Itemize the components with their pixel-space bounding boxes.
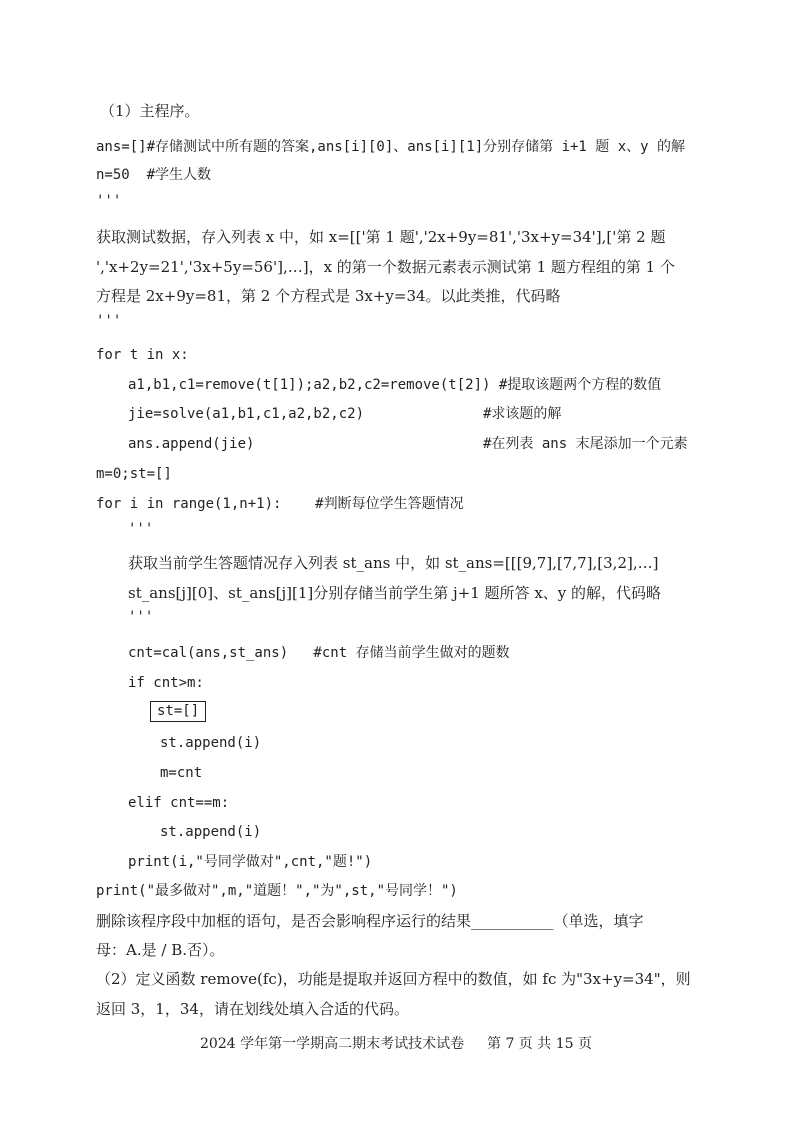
code-line-append-jie: ans.append(jie) <box>128 436 255 452</box>
footer-page-info: 第 7 页 共 15 页 <box>487 1036 592 1052</box>
code-line-for-i: for i in range(1,n+1): #判断每位学生答题情况 <box>96 496 464 512</box>
docstring-close-2: ''' <box>128 609 154 625</box>
code-line-remove-calls: a1,b1,c1=remove(t[1]);a2,b2,c2=remove(t[2]) #提取该题两个方程的数值 <box>128 377 662 393</box>
docstring-open-2: ''' <box>128 521 154 537</box>
code-line-st-append-2: st.append(i) <box>160 824 262 840</box>
comment-text-line-4: 获取当前学生答题情况存入列表 st_ans 中，如 st_ans=[[[9,7],[7,7],[3,2],…] <box>128 554 659 572</box>
code-line-cnt-cal: cnt=cal(ans,st_ans) #cnt 存储当前学生做对的题数 <box>128 645 510 661</box>
code-line-print-max: print("最多做对",m,"道题！","为",st,"号同学！") <box>96 883 458 899</box>
question-2-line-1: （2）定义函数 remove(fc)，功能是提取并返回方程中的数值，如 fc 为"3x+y=34"，则 <box>96 970 691 988</box>
docstring-close: ''' <box>96 313 122 329</box>
comment-text-line-5: st_ans[j][0]、st_ans[j][1]分别存储当前学生第 j+1 题所答 x、y 的解，代码略 <box>128 584 662 602</box>
code-line-if-cnt: if cnt>m: <box>128 675 204 691</box>
footer-exam-title: 2024 学年第一学期高二期末考试技术试卷 <box>200 1036 465 1052</box>
code-line-for-t: for t in x: <box>96 347 189 363</box>
question-text-line-2: 母：A.是 / B.否）。 <box>96 941 225 959</box>
boxed-statement-text: st=[] <box>150 701 206 722</box>
code-line-m-st-init: m=0;st=[] <box>96 466 172 482</box>
code-line-m-cnt: m=cnt <box>160 765 203 781</box>
code-line-n-init: n=50 #学生人数 <box>96 167 212 183</box>
question-text-line-1: 删除该程序段中加框的语句，是否会影响程序运行的结果___________（单选，填字 <box>96 912 644 930</box>
code-line-ans-init: ans=[]#存储测试中所有题的答案,ans[i][0]、ans[i][1]分别存储第 i+1 题 x、y 的解 <box>96 139 686 155</box>
comment-text-line-1: 获取测试数据，存入列表 x 中，如 x=[['第 1 题','2x+9y=81','3x+y=34'],['第 2 题 <box>96 228 666 246</box>
question-2-line-2: 返回 3，1，34，请在划线处填入合适的代码。 <box>96 1000 409 1018</box>
comment-text-line-3: 方程是 2x+9y=81，第 2 个方程式是 3x+y=34。以此类推，代码略 <box>96 287 561 305</box>
code-line-solve: jie=solve(a1,b1,c1,a2,b2,c2) <box>128 406 365 422</box>
code-line-print-i: print(i,"号同学做对",cnt,"题!") <box>128 854 373 870</box>
code-line-st-append-1: st.append(i) <box>160 735 262 751</box>
code-comment-solve: #求该题的解 <box>483 406 562 422</box>
code-comment-append: #在列表 ans 末尾添加一个元素 <box>483 436 688 452</box>
question-1-heading: （1）主程序。 <box>100 102 200 120</box>
docstring-open: ''' <box>96 193 122 209</box>
code-line-elif: elif cnt==m: <box>128 795 230 811</box>
comment-text-line-2: ','x+2y=21','3x+5y=56'],…]，x 的第一个数据元素表示测试第 1 题方程组的第 1 个 <box>96 258 675 276</box>
boxed-statement <box>150 701 206 722</box>
